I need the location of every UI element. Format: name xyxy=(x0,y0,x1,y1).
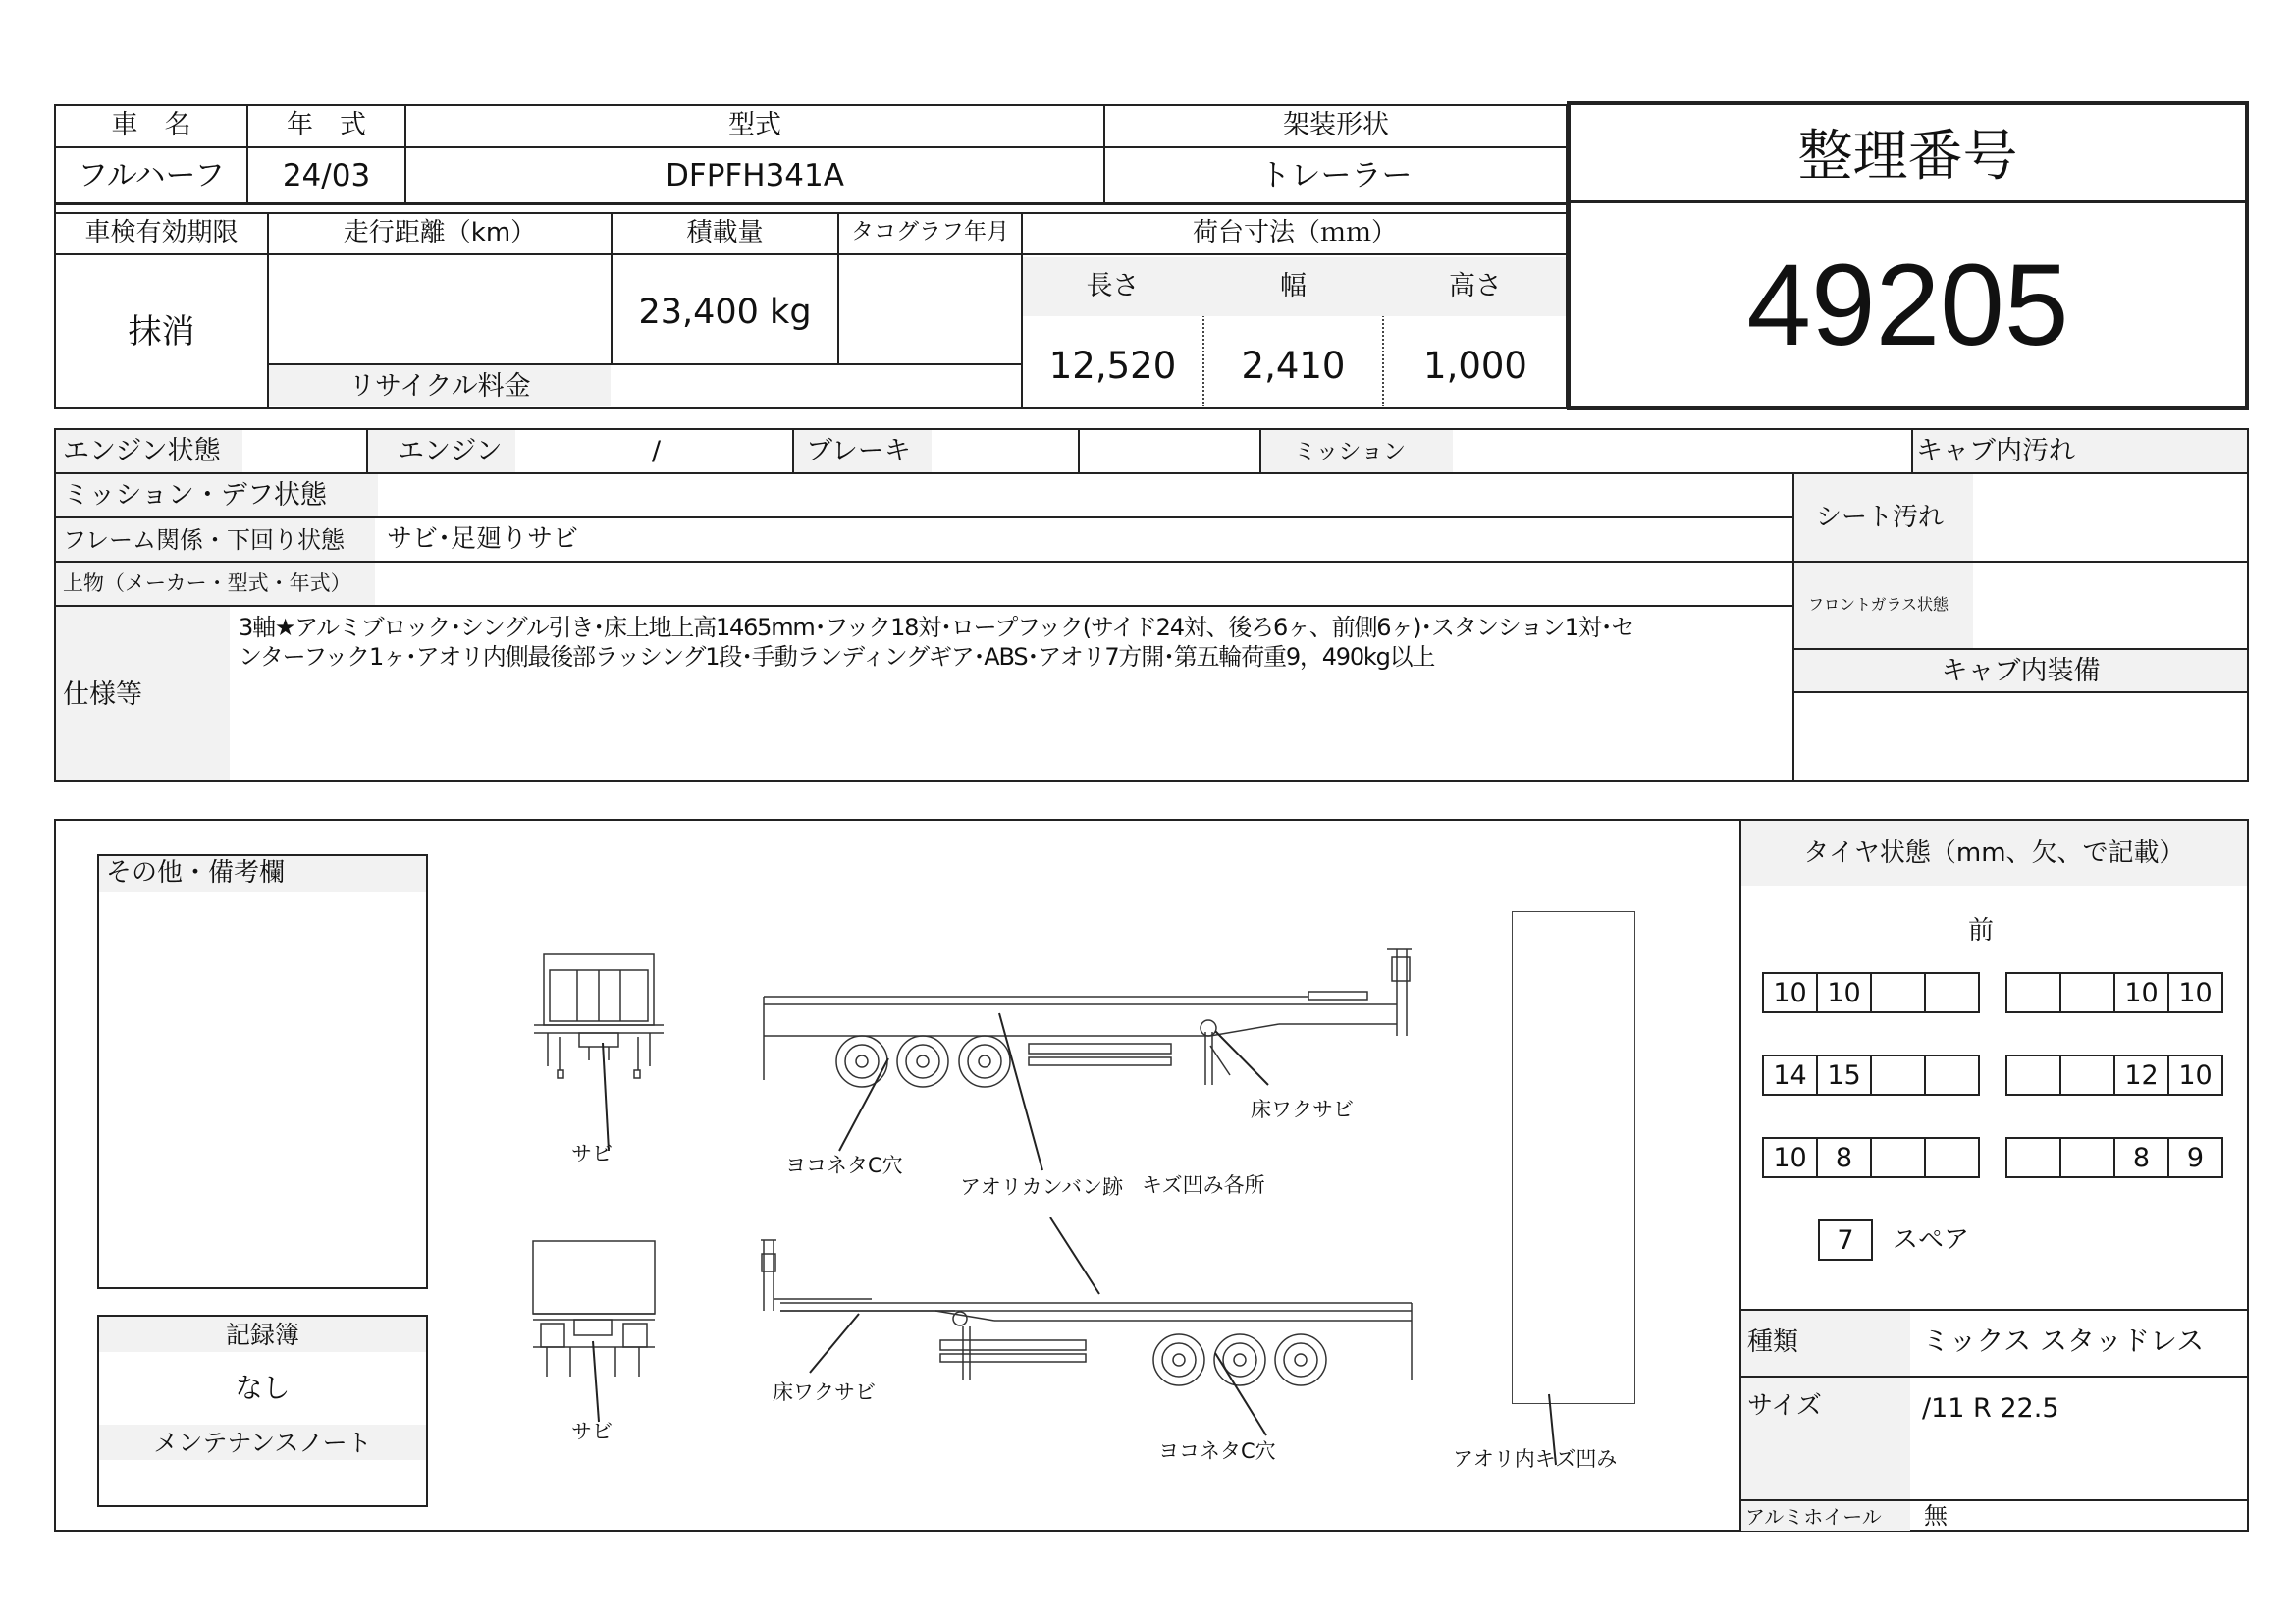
tire-value: 10 xyxy=(2167,1056,2221,1094)
header-capacity: 積載量 xyxy=(686,218,764,247)
header-name: 車 名 xyxy=(111,110,191,140)
header-year: 年 式 xyxy=(287,110,366,140)
tire-value: 8 xyxy=(1816,1139,1870,1176)
tire-value: 8 xyxy=(2113,1139,2167,1176)
tire-value: 10 xyxy=(1816,974,1870,1011)
tire-row-3-right xyxy=(2005,1137,2223,1178)
tire-front-label: 前 xyxy=(1968,916,1995,946)
cab-dirt-label: キャブ内汚れ xyxy=(1916,436,2075,466)
tire-value: 10 xyxy=(1773,1143,1807,1173)
header-bed: 荷台寸法（ｍｍ） xyxy=(1192,218,1397,247)
recycle-label: リサイクル料金 xyxy=(348,371,531,402)
label-rust-rear: サビ xyxy=(571,1420,613,1443)
spec-label: 仕様等 xyxy=(63,679,142,710)
label-kizu: キズ凹み各所 xyxy=(1142,1173,1265,1197)
header-tacho: タコグラフ年月 xyxy=(851,219,1009,244)
engine-label: エンジン xyxy=(398,436,503,466)
tire-value: 15 xyxy=(1816,1056,1870,1094)
label-aori-kanban: アオリカンバン跡 xyxy=(960,1175,1124,1199)
spare-tire-box xyxy=(1818,1219,1873,1261)
tire-value: 14 xyxy=(1773,1060,1807,1091)
engine-slash: / xyxy=(652,436,662,466)
header-inspection: 車検有効期限 xyxy=(84,218,239,247)
value-model: DFPFH341A xyxy=(666,158,844,193)
frame-label: フレーム関係・下回り状態 xyxy=(63,526,346,554)
tire-value xyxy=(1924,1056,1978,1094)
inspection-value: 抹消 xyxy=(128,312,195,352)
bed-length-value: 12,520 xyxy=(1048,345,1177,387)
remarks-label: その他・備考欄 xyxy=(106,858,286,888)
spec-line-2: ンターフック1ヶ･アオリ内側最後部ラッシング1段･手動ランディングギア･ABS･アオリ7方開･第五輪荷重9，490kg以上 xyxy=(239,643,1435,671)
tire-value xyxy=(2007,1056,2059,1094)
tire-row-3-left xyxy=(1762,1137,1980,1178)
tire-size-label: サイズ xyxy=(1747,1391,1822,1421)
label-yokoneta-top: ヨコネタC穴 xyxy=(785,1154,903,1177)
label-floor-rust-top: 床ワクサビ xyxy=(1251,1098,1354,1121)
tire-row-1-left xyxy=(1762,972,1980,1013)
tire-value xyxy=(1870,1139,1924,1176)
tire-value xyxy=(2007,1139,2059,1176)
tire-value xyxy=(2059,1056,2113,1094)
front-glass-label: フロントガラス状態 xyxy=(1808,595,1949,614)
tire-value xyxy=(2059,1139,2113,1176)
management-number: 49205 xyxy=(1746,241,2069,370)
bed-height-label: 高さ xyxy=(1449,271,1502,301)
header-mileage: 走行距離（km） xyxy=(343,218,537,247)
record-note: メンテナンスノート xyxy=(153,1429,372,1457)
tire-value xyxy=(2007,974,2059,1011)
record-label: 記録簿 xyxy=(225,1321,299,1349)
tire-value: 12 xyxy=(2113,1056,2167,1094)
wheel-value: 無 xyxy=(1924,1502,1948,1530)
value-body: トレーラー xyxy=(1259,158,1413,193)
brake-label: ブレーキ xyxy=(806,436,911,466)
tire-size-value: /11 R 22.5 xyxy=(1922,1393,2059,1424)
tire-value xyxy=(1870,974,1924,1011)
engine-state-label: エンジン状態 xyxy=(63,436,221,466)
wheel-label: アルミホイール xyxy=(1745,1505,1882,1529)
tire-value xyxy=(1924,1139,1978,1176)
tire-value xyxy=(2059,974,2113,1011)
tire-type-label: 種類 xyxy=(1747,1327,1799,1357)
label-aori-inner: アオリ内キズ凹み xyxy=(1453,1447,1618,1471)
upper-label: 上物（メーカー・型式・年式） xyxy=(63,571,351,595)
header-body: 架装形状 xyxy=(1283,110,1389,140)
label-rust-front: サビ xyxy=(571,1142,613,1165)
bed-width-value: 2,410 xyxy=(1241,345,1346,387)
management-label: 整理番号 xyxy=(1797,125,2018,189)
bed-width-label: 幅 xyxy=(1280,271,1307,301)
tire-value: 10 xyxy=(2167,974,2221,1011)
value-year: 24/03 xyxy=(282,158,371,193)
frame-value: サビ･足廻りサビ xyxy=(387,524,579,554)
header-model: 型式 xyxy=(728,110,781,140)
tire-title: タイヤ状態（mm、欠、で記載） xyxy=(1803,839,2185,868)
tire-value: 9 xyxy=(2167,1139,2221,1176)
cab-equip-label: キャブ内装備 xyxy=(1941,656,2101,686)
tire-type-value: ミックス スタッドレス xyxy=(1922,1325,2205,1357)
mission-label: ミッション xyxy=(1294,439,1407,464)
spec-line-1: 3軸★アルミブロック･シングル引き･床上地上高1465mm･フック18対･ロープフック(サイド24対、後ろ6ヶ、前側6ヶ)･スタンション1対･セ xyxy=(239,614,1634,641)
tire-value xyxy=(1924,974,1978,1011)
value-name: フルハーフ xyxy=(77,158,226,193)
tire-value xyxy=(1870,1056,1924,1094)
spare-tire-value: 7 xyxy=(1837,1225,1854,1256)
record-value: なし xyxy=(235,1372,291,1404)
tire-value: 10 xyxy=(1773,978,1807,1008)
label-floor-rust-bottom: 床ワクサビ xyxy=(773,1380,876,1404)
mission-diff-label: ミッション・デフ状態 xyxy=(63,480,327,511)
seat-dirt-label: シート汚れ xyxy=(1816,503,1945,532)
tire-row-2-left xyxy=(1762,1055,1980,1096)
label-yokoneta-bottom: ヨコネタC穴 xyxy=(1158,1439,1276,1463)
bed-length-label: 長さ xyxy=(1086,271,1140,301)
tire-row-1-right xyxy=(2005,972,2223,1013)
spare-tire-label: スペア xyxy=(1893,1225,1970,1255)
tire-value: 10 xyxy=(2113,974,2167,1011)
capacity-value: 23,400 kg xyxy=(638,293,812,332)
bed-height-value: 1,000 xyxy=(1423,345,1527,387)
tire-row-2-right xyxy=(2005,1055,2223,1096)
